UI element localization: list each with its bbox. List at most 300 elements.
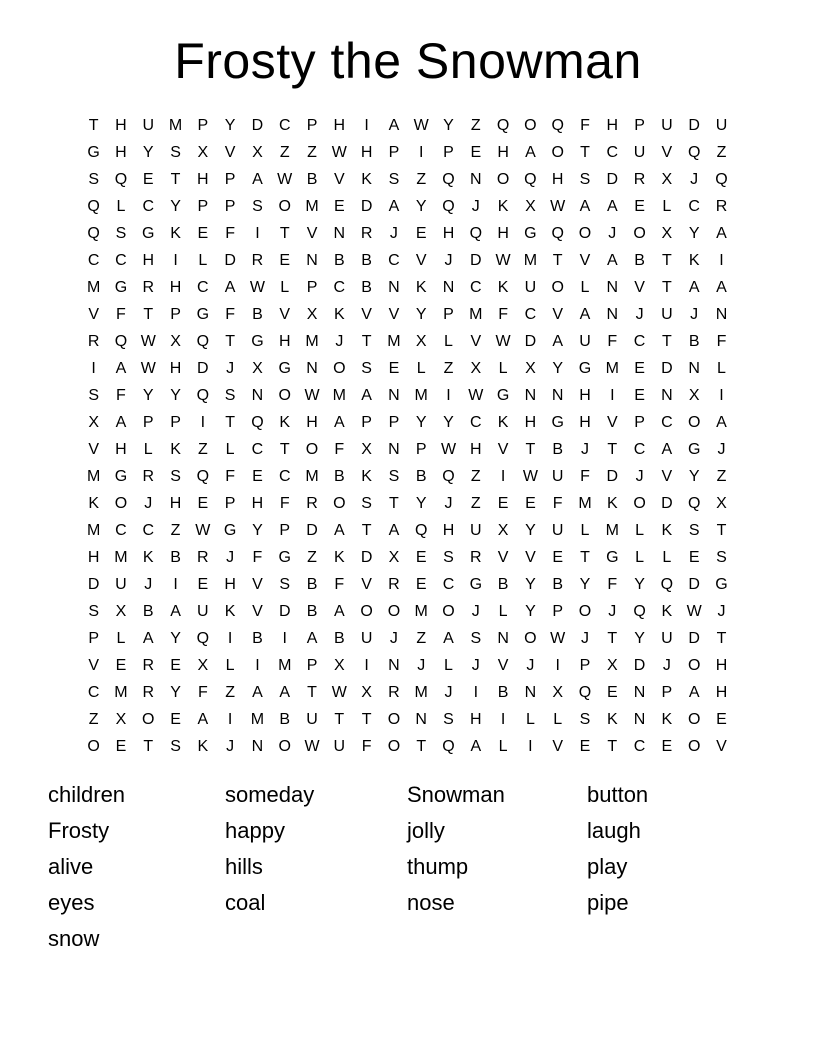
grid-cell: K	[361, 468, 372, 485]
grid-cell: H	[197, 171, 209, 188]
grid-cell: E	[197, 576, 209, 593]
grid-cell: P	[388, 414, 400, 431]
grid-cell: H	[333, 117, 346, 134]
grid-row	[80, 409, 735, 436]
grid-cell: J	[471, 657, 480, 674]
grid-cell: V	[88, 657, 99, 674]
grid-cell: Q	[87, 198, 100, 215]
grid-cell: K	[170, 225, 181, 242]
grid-cell: F	[225, 225, 236, 242]
grid-cell: E	[252, 468, 263, 485]
grid-cell: J	[226, 549, 235, 566]
grid-cell: T	[607, 441, 618, 458]
grid-cell: Q	[442, 738, 455, 755]
word-item: laugh	[587, 818, 641, 843]
grid-row	[80, 544, 735, 571]
grid-cell: X	[197, 657, 209, 674]
grid-cell: W	[686, 603, 702, 620]
word-item: happy	[225, 818, 285, 843]
grid-cell: E	[661, 738, 673, 755]
grid-cell: D	[360, 198, 373, 215]
grid-cell: I	[610, 387, 615, 404]
grid-cell: H	[497, 144, 509, 161]
grid-cell: P	[306, 279, 318, 296]
grid-cell: Y	[688, 225, 700, 242]
grid-cell: M	[414, 684, 428, 701]
grid-cell: P	[661, 684, 673, 701]
grid-cell: B	[361, 279, 372, 296]
grid-cell: G	[223, 522, 237, 539]
grid-cell: U	[579, 333, 591, 350]
grid-cell: S	[388, 468, 400, 485]
grid-cell: C	[115, 252, 127, 269]
grid-cell: L	[280, 279, 290, 296]
grid-cell: O	[633, 225, 646, 242]
grid-cell: R	[470, 549, 482, 566]
grid-cell: S	[252, 198, 263, 215]
grid-cell: A	[579, 198, 591, 215]
grid-cell: M	[523, 252, 538, 269]
grid-cell: A	[252, 684, 263, 701]
grid-cell: C	[524, 306, 537, 323]
grid-cell: J	[690, 171, 699, 188]
grid-cell: L	[444, 657, 453, 674]
grid-cell: V	[579, 252, 591, 269]
grid-cell: Y	[415, 495, 427, 512]
word-item: thump	[407, 854, 469, 879]
grid-cell: I	[364, 657, 369, 674]
grid-cell: H	[442, 522, 455, 539]
grid-cell: W	[140, 333, 156, 350]
grid-cell: Q	[524, 171, 537, 188]
grid-cell: Q	[114, 333, 128, 350]
grid-cell: H	[579, 387, 591, 404]
grid-cell: A	[388, 117, 400, 134]
grid-cell: D	[306, 522, 318, 539]
word-item: Snowman	[407, 782, 505, 807]
grid-cell: C	[388, 252, 400, 269]
word-item: nose	[407, 890, 455, 915]
grid-cell: T	[607, 630, 618, 647]
grid-cell: Q	[551, 117, 564, 134]
grid-cell: N	[388, 657, 400, 674]
grid-cell: T	[334, 711, 345, 728]
grid-cell: T	[607, 738, 618, 755]
grid-cell: Z	[279, 144, 290, 161]
grid-cell: L	[580, 279, 590, 296]
grid-row	[80, 706, 735, 733]
grid-cell: J	[444, 252, 453, 269]
grid-cell: N	[388, 387, 400, 404]
grid-cell: P	[170, 414, 181, 431]
grid-cell: A	[170, 603, 181, 620]
grid-row	[80, 247, 735, 274]
grid-cell: L	[498, 603, 508, 620]
grid-cell: E	[170, 657, 181, 674]
grid-cell: N	[442, 279, 455, 296]
grid-cell: H	[715, 684, 728, 701]
grid-cell: C	[115, 522, 127, 539]
grid-cell: X	[552, 684, 564, 701]
grid-cell: N	[633, 684, 646, 701]
grid-cell: S	[443, 549, 454, 566]
grid-cell: R	[360, 225, 373, 242]
grid-cell: M	[86, 468, 101, 485]
grid-cell: G	[524, 225, 537, 242]
grid-cell: B	[361, 252, 372, 269]
grid-cell: M	[414, 603, 428, 620]
grid-cell: P	[306, 657, 318, 674]
grid-cell: Y	[224, 117, 236, 134]
grid-row	[80, 220, 735, 247]
grid-row	[80, 193, 735, 220]
grid-cell: T	[389, 495, 399, 512]
grid-cell: O	[687, 414, 701, 431]
grid-cell: N	[524, 684, 537, 701]
grid-cell: M	[305, 333, 319, 350]
grid-cell: P	[552, 603, 564, 620]
grid-cell: Q	[442, 198, 455, 215]
grid-cell: Q	[87, 225, 100, 242]
grid-cell: Z	[470, 117, 481, 134]
grid-cell: V	[634, 279, 645, 296]
grid-cell: N	[251, 738, 264, 755]
grid-cell: F	[252, 549, 263, 566]
word-list	[48, 777, 648, 957]
grid-cell: E	[634, 360, 645, 377]
grid-cell: O	[551, 144, 564, 161]
grid-cell: B	[333, 468, 345, 485]
grid-cell: L	[553, 711, 563, 728]
grid-cell: M	[332, 387, 346, 404]
grid-row	[80, 112, 735, 139]
grid-cell: O	[333, 360, 346, 377]
grid-cell: X	[525, 198, 536, 215]
grid-cell: O	[278, 738, 291, 755]
grid-cell: R	[197, 549, 209, 566]
grid-cell: S	[443, 711, 454, 728]
grid-cell: N	[306, 360, 318, 377]
grid-cell: V	[361, 576, 372, 593]
grid-cell: N	[715, 306, 728, 323]
grid-cell: H	[169, 495, 182, 512]
grid-cell: E	[552, 549, 564, 566]
grid-cell: Q	[687, 495, 701, 512]
grid-cell: H	[524, 414, 537, 431]
grid-cell: D	[524, 333, 537, 350]
grid-cell: S	[279, 576, 291, 593]
grid-row	[80, 517, 735, 544]
grid-cell: L	[580, 522, 590, 539]
grid-cell: X	[716, 495, 727, 512]
grid-cell: O	[578, 603, 592, 620]
grid-cell: J	[471, 198, 480, 215]
grid-cell: C	[142, 522, 155, 539]
word-list-column	[48, 777, 225, 957]
grid-cell: Y	[443, 117, 454, 134]
grid-cell: J	[608, 603, 617, 620]
grid-cell: T	[279, 225, 290, 242]
grid-cell: Q	[442, 171, 455, 188]
grid-row	[80, 436, 735, 463]
grid-cell: V	[716, 738, 727, 755]
grid-cell: V	[661, 144, 673, 161]
grid-cell: M	[250, 711, 265, 728]
grid-cell: O	[496, 171, 510, 188]
grid-cell: U	[306, 711, 318, 728]
grid-cell: I	[719, 387, 724, 404]
grid-cell: Q	[715, 171, 728, 188]
grid-cell: T	[361, 333, 372, 350]
word-item: pipe	[587, 890, 629, 915]
grid-cell: Y	[579, 576, 591, 593]
grid-cell: X	[470, 360, 482, 377]
grid-cell: Y	[415, 306, 427, 323]
grid-cell: A	[716, 414, 727, 431]
grid-cell: E	[115, 738, 127, 755]
grid-cell: U	[661, 630, 673, 647]
grid-cell: C	[470, 279, 482, 296]
grid-cell: E	[333, 198, 345, 215]
grid-cell: V	[88, 306, 99, 323]
grid-cell: R	[251, 252, 264, 269]
grid-cell: I	[500, 468, 506, 485]
grid-cell: K	[197, 738, 209, 755]
grid-row	[80, 139, 735, 166]
grid-cell: H	[87, 549, 100, 566]
grid-cell: A	[333, 603, 345, 620]
grid-cell: D	[688, 630, 700, 647]
grid-cell: T	[279, 441, 290, 458]
grid-cell: M	[305, 198, 319, 215]
word-item: snow	[48, 926, 100, 951]
grid-cell: J	[526, 657, 535, 674]
grid-cell: G	[715, 576, 728, 593]
grid-row	[80, 490, 735, 517]
grid-cell: J	[226, 738, 235, 755]
grid-cell: P	[306, 117, 318, 134]
grid-cell: L	[444, 333, 453, 350]
letter-grid	[80, 112, 735, 760]
grid-cell: C	[442, 576, 455, 593]
grid-cell: V	[306, 225, 318, 242]
grid-cell: J	[389, 225, 398, 242]
grid-cell: O	[278, 198, 291, 215]
grid-cell: V	[497, 657, 509, 674]
grid-cell: E	[279, 252, 291, 269]
grid-cell: O	[687, 738, 701, 755]
grid-cell: D	[87, 576, 100, 593]
grid-cell: W	[195, 522, 211, 539]
grid-cell: F	[607, 333, 618, 350]
grid-cell: Z	[443, 360, 454, 377]
grid-cell: A	[115, 360, 127, 377]
grid-cell: U	[661, 306, 673, 323]
grid-cell: M	[86, 522, 101, 539]
grid-cell: C	[87, 684, 100, 701]
grid-cell: H	[360, 144, 373, 161]
grid-cell: T	[525, 441, 536, 458]
grid-cell: Y	[634, 630, 645, 647]
grid-cell: E	[115, 657, 127, 674]
grid-cell: W	[550, 198, 566, 215]
grid-cell: V	[252, 603, 263, 620]
grid-cell: T	[88, 117, 99, 134]
grid-cell: S	[579, 711, 591, 728]
grid-cell: F	[361, 738, 372, 755]
grid-cell: O	[387, 738, 401, 755]
grid-cell: P	[443, 306, 454, 323]
grid-cell: Y	[170, 198, 181, 215]
grid-cell: W	[304, 387, 320, 404]
grid-cell: U	[551, 468, 564, 485]
grid-cell: G	[278, 360, 291, 377]
grid-cell: Z	[716, 144, 727, 161]
word-item: button	[587, 782, 649, 807]
grid-cell: M	[578, 495, 592, 512]
grid-cell: M	[305, 468, 319, 485]
grid-cell: W	[440, 441, 457, 458]
grid-cell: Q	[551, 225, 564, 242]
grid-cell: A	[224, 279, 236, 296]
grid-cell: L	[717, 360, 726, 377]
grid-cell: T	[143, 738, 154, 755]
grid-cell: R	[142, 684, 155, 701]
grid-cell: V	[470, 333, 482, 350]
grid-cell: X	[252, 144, 263, 161]
grid-cell: H	[169, 360, 182, 377]
grid-cell: B	[552, 576, 564, 593]
grid-cell: D	[606, 171, 619, 188]
grid-cell: G	[196, 306, 210, 323]
grid-cell: T	[225, 414, 236, 431]
grid-cell: L	[525, 711, 535, 728]
grid-cell: C	[470, 414, 482, 431]
grid-cell: P	[579, 657, 591, 674]
grid-cell: U	[470, 522, 482, 539]
grid-cell: E	[497, 495, 509, 512]
grid-cell: Z	[470, 495, 481, 512]
grid-cell: K	[361, 171, 372, 188]
grid-cell: H	[115, 144, 127, 161]
grid-cell: D	[661, 495, 673, 512]
grid-cell: Z	[416, 171, 427, 188]
grid-cell: N	[661, 387, 673, 404]
grid-cell: S	[688, 522, 700, 539]
grid-cell: A	[197, 711, 209, 728]
grid-cell: G	[87, 144, 100, 161]
grid-cell: W	[304, 738, 320, 755]
grid-cell: C	[197, 279, 209, 296]
grid-cell: H	[606, 117, 619, 134]
grid-cell: A	[115, 414, 127, 431]
grid-cell: J	[635, 306, 644, 323]
grid-cell: T	[661, 252, 672, 269]
grid-cell: N	[251, 387, 264, 404]
grid-cell: U	[715, 117, 728, 134]
grid-cell: V	[333, 171, 345, 188]
grid-cell: X	[661, 171, 673, 188]
grid-cell: T	[307, 684, 317, 701]
grid-cell: T	[225, 333, 236, 350]
word-list-column	[225, 777, 407, 957]
grid-cell: G	[551, 414, 564, 431]
grid-cell: H	[115, 441, 127, 458]
grid-cell: T	[661, 279, 672, 296]
grid-cell: E	[197, 225, 209, 242]
grid-cell: F	[116, 306, 126, 323]
grid-cell: Y	[415, 198, 427, 215]
grid-cell: Y	[688, 468, 700, 485]
grid-cell: A	[579, 306, 591, 323]
grid-cell: F	[716, 333, 727, 350]
grid-cell: O	[278, 387, 291, 404]
grid-cell: Y	[525, 603, 536, 620]
grid-cell: Q	[442, 468, 455, 485]
grid-cell: G	[251, 333, 264, 350]
grid-cell: Y	[634, 576, 645, 593]
grid-cell: A	[279, 684, 291, 701]
grid-cell: L	[662, 549, 672, 566]
grid-cell: C	[661, 414, 673, 431]
grid-cell: D	[606, 468, 619, 485]
grid-cell: I	[364, 117, 369, 134]
grid-cell: B	[142, 603, 154, 620]
grid-cell: N	[306, 252, 318, 269]
grid-cell: D	[278, 603, 291, 620]
grid-cell: G	[606, 549, 619, 566]
grid-cell: N	[524, 387, 537, 404]
grid-cell: X	[361, 441, 372, 458]
grid-cell: U	[633, 144, 646, 161]
grid-row	[80, 733, 735, 760]
grid-cell: I	[500, 711, 506, 728]
word-item: children	[48, 782, 126, 807]
grid-cell: U	[197, 603, 209, 620]
grid-cell: P	[170, 306, 181, 323]
grid-cell: I	[719, 252, 724, 269]
word-item: someday	[225, 782, 315, 807]
grid-cell: J	[608, 225, 617, 242]
grid-cell: E	[606, 684, 618, 701]
grid-cell: J	[226, 360, 235, 377]
grid-cell: S	[361, 360, 372, 377]
grid-cell: G	[278, 549, 291, 566]
grid-cell: B	[306, 576, 318, 593]
grid-cell: Z	[716, 468, 727, 485]
grid-cell: O	[578, 225, 592, 242]
grid-cell: A	[525, 144, 536, 161]
grid-cell: R	[633, 171, 646, 188]
grid-cell: A	[252, 171, 263, 188]
grid-cell: X	[525, 360, 536, 377]
grid-cell: R	[142, 279, 155, 296]
grid-cell: J	[717, 441, 726, 458]
grid-cell: P	[634, 117, 645, 134]
word-item: coal	[225, 890, 266, 915]
grid-cell: A	[306, 630, 318, 647]
grid-cell: E	[170, 711, 181, 728]
grid-cell: T	[580, 549, 590, 566]
grid-cell: A	[361, 387, 372, 404]
grid-cell: J	[717, 603, 726, 620]
puzzle-title: Frosty the Snowman	[174, 33, 642, 89]
grid-cell: H	[306, 414, 318, 431]
grid-cell: T	[361, 711, 372, 728]
grid-cell: A	[333, 522, 345, 539]
grid-cell: J	[635, 468, 644, 485]
grid-cell: X	[197, 144, 209, 161]
